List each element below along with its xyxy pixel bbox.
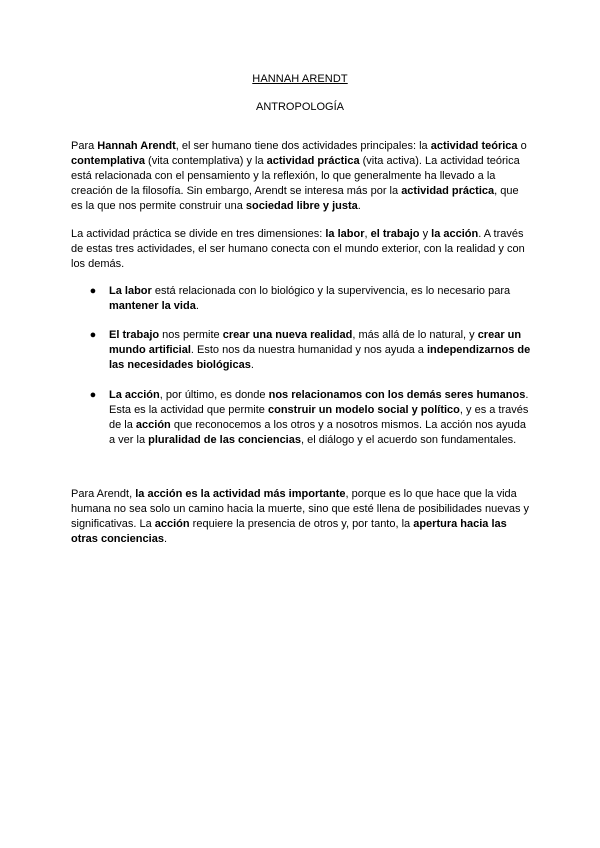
text-run: nos permite <box>159 329 223 341</box>
text-run: . Esto nos da nuestra humanidad y nos ayuda a <box>190 344 427 356</box>
text-run: . Esta es la actividad que permite <box>109 389 529 416</box>
text-run: requiere la presencia de otros y, por tanto, la <box>189 518 414 530</box>
bold-run: la acción es la actividad más importante <box>135 488 346 500</box>
bold-run: mantener la vida <box>109 300 196 312</box>
bullet-icon: ● <box>89 389 97 401</box>
text-run: , <box>364 228 371 240</box>
bold-run: nos relacionamos con los demás seres humanos <box>268 389 526 401</box>
bullet-icon: ● <box>89 285 97 297</box>
document-title: HANNAH ARENDT <box>252 73 348 85</box>
bold-run: actividad práctica <box>266 155 360 167</box>
text-run: . <box>250 359 254 371</box>
text-run: . A través de estas tres actividades, el ser humano conecta con el mundo exterior, con la realidad y con los demás. <box>71 228 525 270</box>
bold-run: el trabajo <box>370 228 420 240</box>
text-run: Para <box>71 140 98 152</box>
bold-run: apertura hacia las otras conciencias <box>71 518 507 545</box>
bold-run: la acción <box>431 228 479 240</box>
text-run: o <box>517 140 527 152</box>
bold-run: Hannah Arendt <box>97 140 176 152</box>
bold-run: crear una nueva realidad <box>222 329 353 341</box>
text-run: Para Arendt, <box>71 488 136 500</box>
bold-run: El trabajo <box>109 329 160 341</box>
bold-run: acción <box>135 419 171 431</box>
list-item-trabajo <box>89 328 533 373</box>
text-run: , porque es lo que hace que la vida humana no sea solo un camino hacia la muerte, sino que esté llena de posibilidades nuevas y significativas. La <box>71 488 530 530</box>
bold-run: crear un mundo artificial <box>109 329 522 356</box>
bold-run: pluralidad de las conciencias <box>148 434 301 446</box>
paragraph-conclusion <box>71 487 533 547</box>
text-run: , el diálogo y el acuerdo son fundamentales. <box>300 434 517 446</box>
bold-run: contemplativa <box>71 155 145 167</box>
bullet-icon: ● <box>89 329 97 341</box>
list-item-labor <box>89 284 533 314</box>
document-subtitle: ANTROPOLOGÍA <box>255 101 345 113</box>
bold-run: la labor <box>325 228 365 240</box>
paragraph-dimensions <box>71 227 533 272</box>
bold-run: La labor <box>109 285 152 297</box>
bold-run: sociedad libre y justa <box>245 200 358 212</box>
bold-run: La acción <box>109 389 160 401</box>
bold-run: acción <box>154 518 190 530</box>
bold-run: independizarnos de las necesidades biológicas <box>109 344 531 371</box>
bold-run: actividad teórica <box>430 140 518 152</box>
bold-run: construir un modelo social y político <box>267 404 460 416</box>
text-run: (vita activa). La actividad teórica está relacionada con el pensamiento y la reflexión, lo que generalmente ha llevado a la creación de la filosofía. Sin embargo, Arendt se interesa más por la <box>71 155 520 197</box>
text-run: (vita contemplativa) y la <box>144 155 267 167</box>
text-run: La actividad práctica se divide en tres dimensiones: <box>71 228 326 240</box>
text-run: . <box>357 200 361 212</box>
list-item-accion <box>89 388 533 448</box>
text-run: está relacionada con lo biológico y la supervivencia, es lo necesario para <box>151 285 511 297</box>
text-run: , por último, es donde <box>159 389 269 401</box>
bold-run: actividad práctica <box>401 185 495 197</box>
text-run: que reconocemos a los otros y a nosotros mismos. La acción nos ayuda a ver la <box>109 419 527 446</box>
text-run: . <box>195 300 199 312</box>
text-run: , el ser humano tiene dos actividades principales: la <box>175 140 431 152</box>
paragraph-intro <box>71 139 533 214</box>
text-run: . <box>163 533 167 545</box>
text-run: , que es la que nos permite construir una <box>71 185 519 212</box>
text-run: , y es a través de la <box>109 404 529 431</box>
text-run: y <box>419 228 432 240</box>
text-run: , más allá de lo natural, y <box>352 329 478 341</box>
